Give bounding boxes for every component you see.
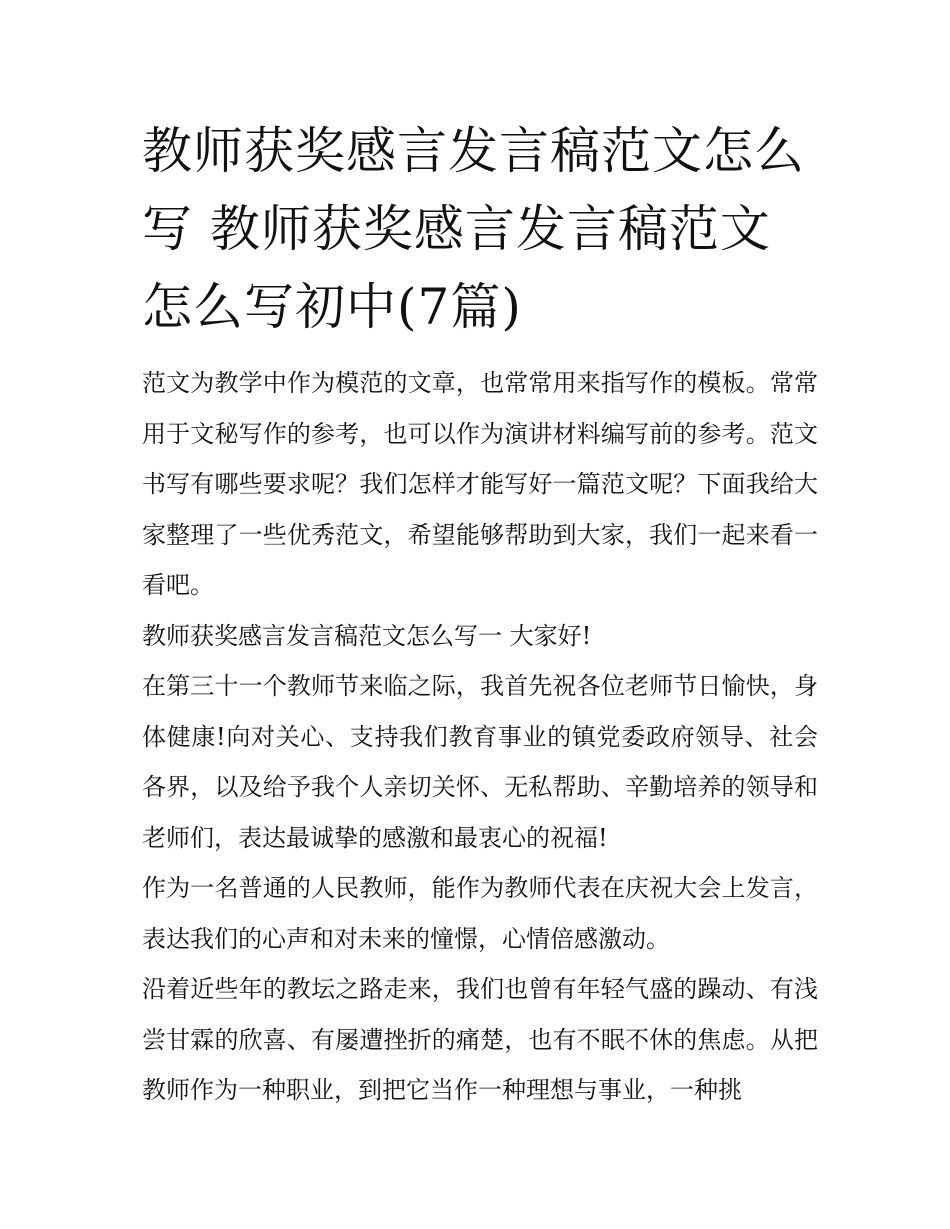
paragraph-speech: 作为一名普通的人民教师，能作为教师代表在庆祝大会上发言，表达我们的心声和对未来的憧憬，心情倍感激动。 xyxy=(142,874,818,953)
paragraph-greeting: 在第三十一个教师节来临之际，我首先祝各位老师节日愉快，身体健康!向对关心、支持我们教育事业的镇党委政府领导、社会各界，以及给予我个人亲切关怀、无私帮助、辛勤培养的领导和老师们，表达最诚挚的感激和最衷心的祝福! xyxy=(142,672,818,852)
paragraph-intro: 范文为教学中作为模范的文章，也常常用来指写作的模板。常常用于文秘写作的参考，也可以作为演讲材料编写前的参考。范文书写有哪些要求呢？我们怎样才能写好一篇范文呢？下面我给大家整理了一些优秀范文，希望能够帮助到大家，我们一起来看一看吧。 xyxy=(142,369,818,599)
paragraph-section-heading: 教师获奖感言发言稿范文怎么写一 大家好! xyxy=(142,621,592,650)
paragraph-reflection: 沿着近些年的教坛之路走来，我们也曾有年轻气盛的躁动、有浅尝甘霖的欣喜、有屡遭挫折的痛楚，也有不眠不休的焦虑。从把教师作为一种职业，到把它当作一种理想与事业，一种挑 xyxy=(142,975,818,1104)
document-title: 教师获奖感言发言稿范文怎么写 教师获奖感言发言稿范文怎么写初中(7篇) xyxy=(142,122,805,336)
document-page xyxy=(142,112,818,1116)
document-body xyxy=(142,358,818,1116)
